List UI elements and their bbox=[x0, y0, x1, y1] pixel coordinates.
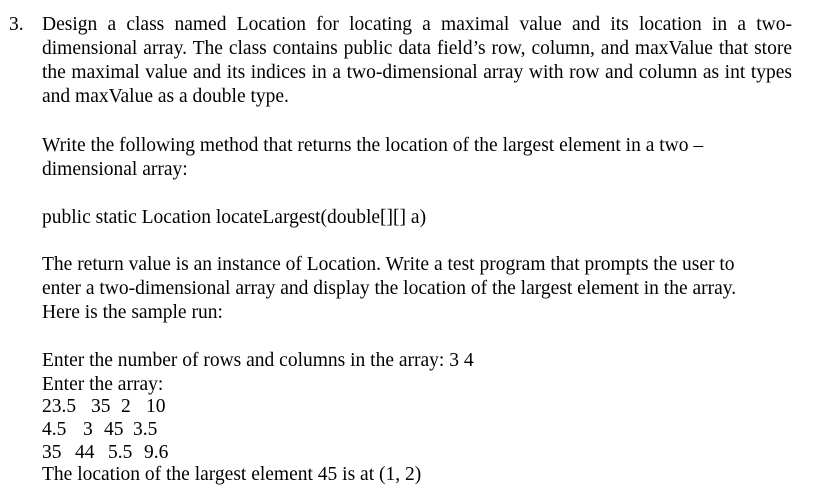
cell-r2-c4: 3.5 bbox=[133, 419, 158, 440]
paragraph3-line-3: Here is the sample run: bbox=[42, 302, 223, 323]
cell-r2-c2: 3 bbox=[83, 419, 93, 440]
sample-run-row-2 bbox=[42, 418, 157, 442]
cell-r1-c1: 23.5 bbox=[42, 396, 77, 417]
paragraph2-line-1: Write the following method that returns the location of the largest element in a two – bbox=[42, 135, 704, 156]
paragraph1-line-1: Design a class named Location for locating a maximal value and its location in a two- bbox=[42, 14, 792, 35]
paragraph3-line-2: enter a two-dimensional array and display the location of the largest element in the array. bbox=[42, 278, 737, 299]
sample-run-row-1 bbox=[42, 395, 166, 419]
paragraph1-line-4: and maxValue as a double type. bbox=[42, 86, 289, 107]
cell-r1-c2: 35 bbox=[91, 396, 111, 417]
cell-r2-c3: 45 bbox=[104, 419, 124, 440]
paragraph1-line-2: dimensional array. The class contains public data field’s row, column, and maxValue that store bbox=[42, 38, 792, 59]
cell-r1-c3: 2 bbox=[121, 396, 131, 417]
cell-r3-c3: 5.5 bbox=[108, 442, 133, 463]
paragraph2-line-2: dimensional array: bbox=[42, 159, 188, 180]
cell-r2-c1: 4.5 bbox=[42, 419, 67, 440]
paragraph1-line-3: the maximal value and its indices in a two-dimensional array with row and column as int types bbox=[42, 62, 792, 83]
sample-run-row-3 bbox=[42, 441, 168, 465]
cell-r3-c2: 44 bbox=[75, 442, 95, 463]
question-number: 3. bbox=[9, 14, 24, 35]
cell-r3-c1: 35 bbox=[42, 442, 62, 463]
sample-run-array-prompt: Enter the array: bbox=[42, 374, 164, 395]
cell-r1-c4: 10 bbox=[146, 396, 166, 417]
paragraph3-line-1: The return value is an instance of Location. Write a test program that prompts the user to bbox=[42, 254, 735, 275]
cell-r3-c4: 9.6 bbox=[144, 442, 169, 463]
method-signature: public static Location locateLargest(double[][] a) bbox=[42, 207, 427, 228]
sample-run-result: The location of the largest element 45 is at (1, 2) bbox=[42, 464, 422, 485]
sample-run-size-prompt: Enter the number of rows and columns in the array: 3 4 bbox=[42, 350, 474, 371]
